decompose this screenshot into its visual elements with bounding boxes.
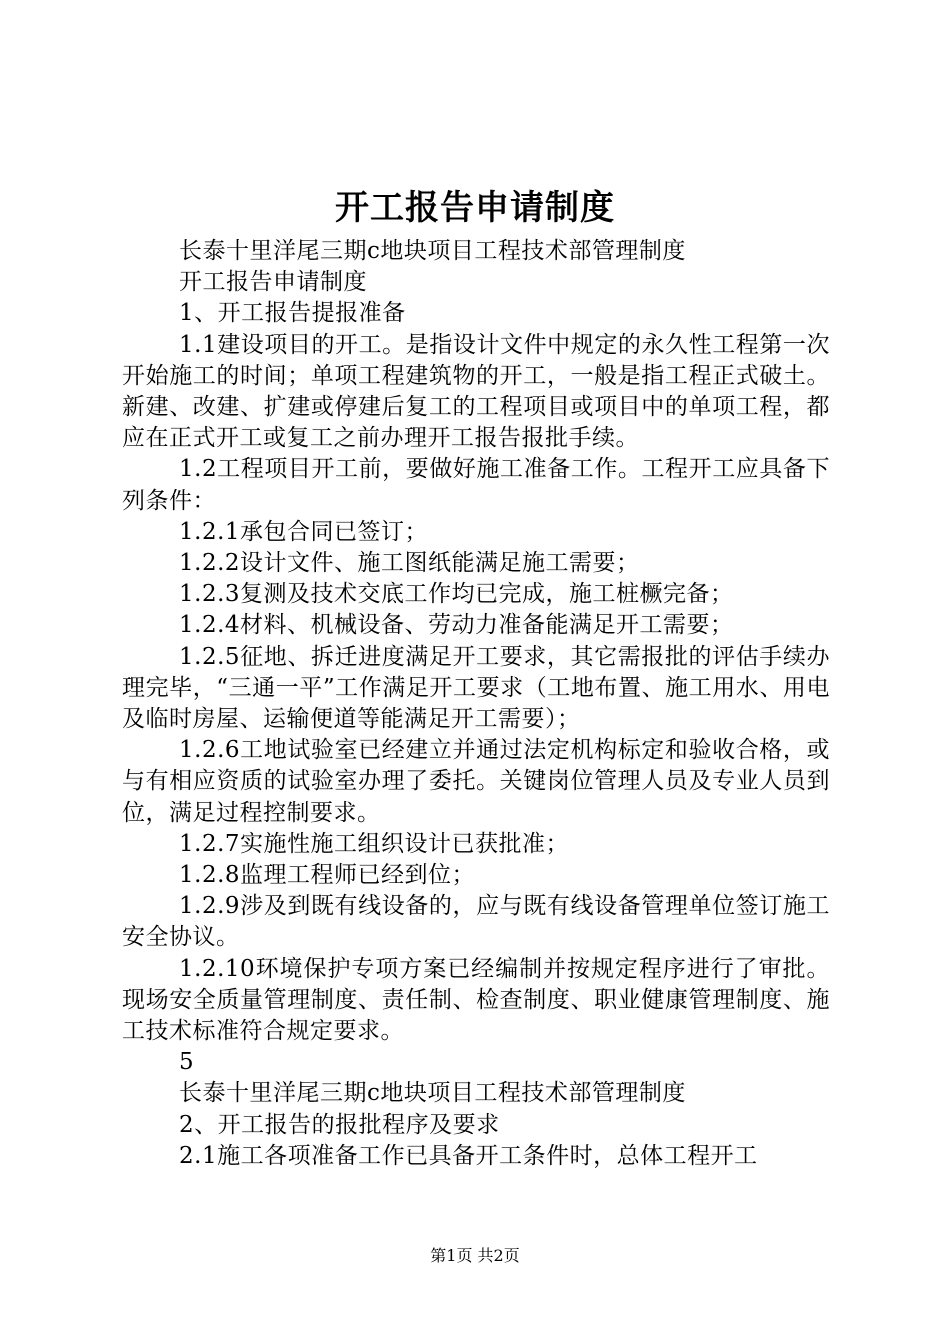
paragraph-subtitle: 开工报告申请制度 [179, 269, 367, 296]
document-title: 开工报告申请制度 [335, 188, 615, 228]
paragraph-2-1: 2.1施工各项准备工作已具备开工条件时，总体工程开工 [179, 1142, 758, 1169]
paragraph-header: 长泰十里洋尾三期c地块项目工程技术部管理制度 [179, 238, 686, 264]
list-item-1-2-7: 1.2.7实施性施工组织设计已获批准； [179, 830, 570, 857]
paragraph-header-repeat: 长泰十里洋尾三期c地块项目工程技术部管理制度 [179, 1080, 686, 1107]
list-item-1-2-10: 1.2.10环境保护专项方案已经编制并按规定程序进行了审批。现场安全质量管理制度、责任制、检查制度、职业健康管理制度、施工技术标准符合规定要求。 [122, 955, 830, 1045]
list-item-1-2-1: 1.2.1承包合同已签订； [179, 518, 429, 545]
section-heading-2: 2、开工报告的报批程序及要求 [179, 1111, 500, 1138]
list-item-1-2-6: 1.2.6工地试验室已经建立并通过法定机构标定和验收合格，或与有相应资质的试验室办理了委托。关键岗位管理人员及专业人员到位，满足过程控制要求。 [122, 737, 830, 826]
list-item-1-2-5: 1.2.5征地、拆迁进度满足开工要求，其它需报批的评估手续办理完毕，“三通一平”工作满足开工要求（工地布置、施工用水、用电及临时房屋、运输便道等能满足开工需要）； [122, 643, 830, 733]
list-item-1-2-8: 1.2.8监理工程师已经到位； [179, 862, 476, 889]
list-item-1-2-3: 1.2.3复测及技术交底工作均已完成，施工桩橛完备； [179, 581, 734, 608]
paragraph-1-1: 1.1建设项目的开工。是指设计文件中规定的永久性工程第一次开始施工的时间；单项工程建筑物的开工，一般是指工程正式破土。新建、改建、扩建或停建后复工的工程项目或项目中的单项工程，都应在正式开工或复工之前办理开工报告报批手续。 [122, 331, 830, 452]
paragraph-1-2: 1.2工程项目开工前，要做好施工准备工作。工程开工应具备下列条件： [122, 456, 830, 514]
page-footer: 第1页 共2页 [430, 1246, 520, 1265]
list-item-1-2-2: 1.2.2设计文件、施工图纸能满足施工需要； [179, 550, 640, 577]
list-item-1-2-9: 1.2.9涉及到既有线设备的，应与既有线设备管理单位签订施工安全协议。 [122, 893, 830, 951]
document-body [122, 236, 830, 1172]
section-heading-1: 1、开工报告提报准备 [179, 300, 406, 327]
page-marker: 5 [179, 1049, 195, 1076]
list-item-1-2-4: 1.2.4材料、机械设备、劳动力准备能满足开工需要； [179, 612, 734, 639]
